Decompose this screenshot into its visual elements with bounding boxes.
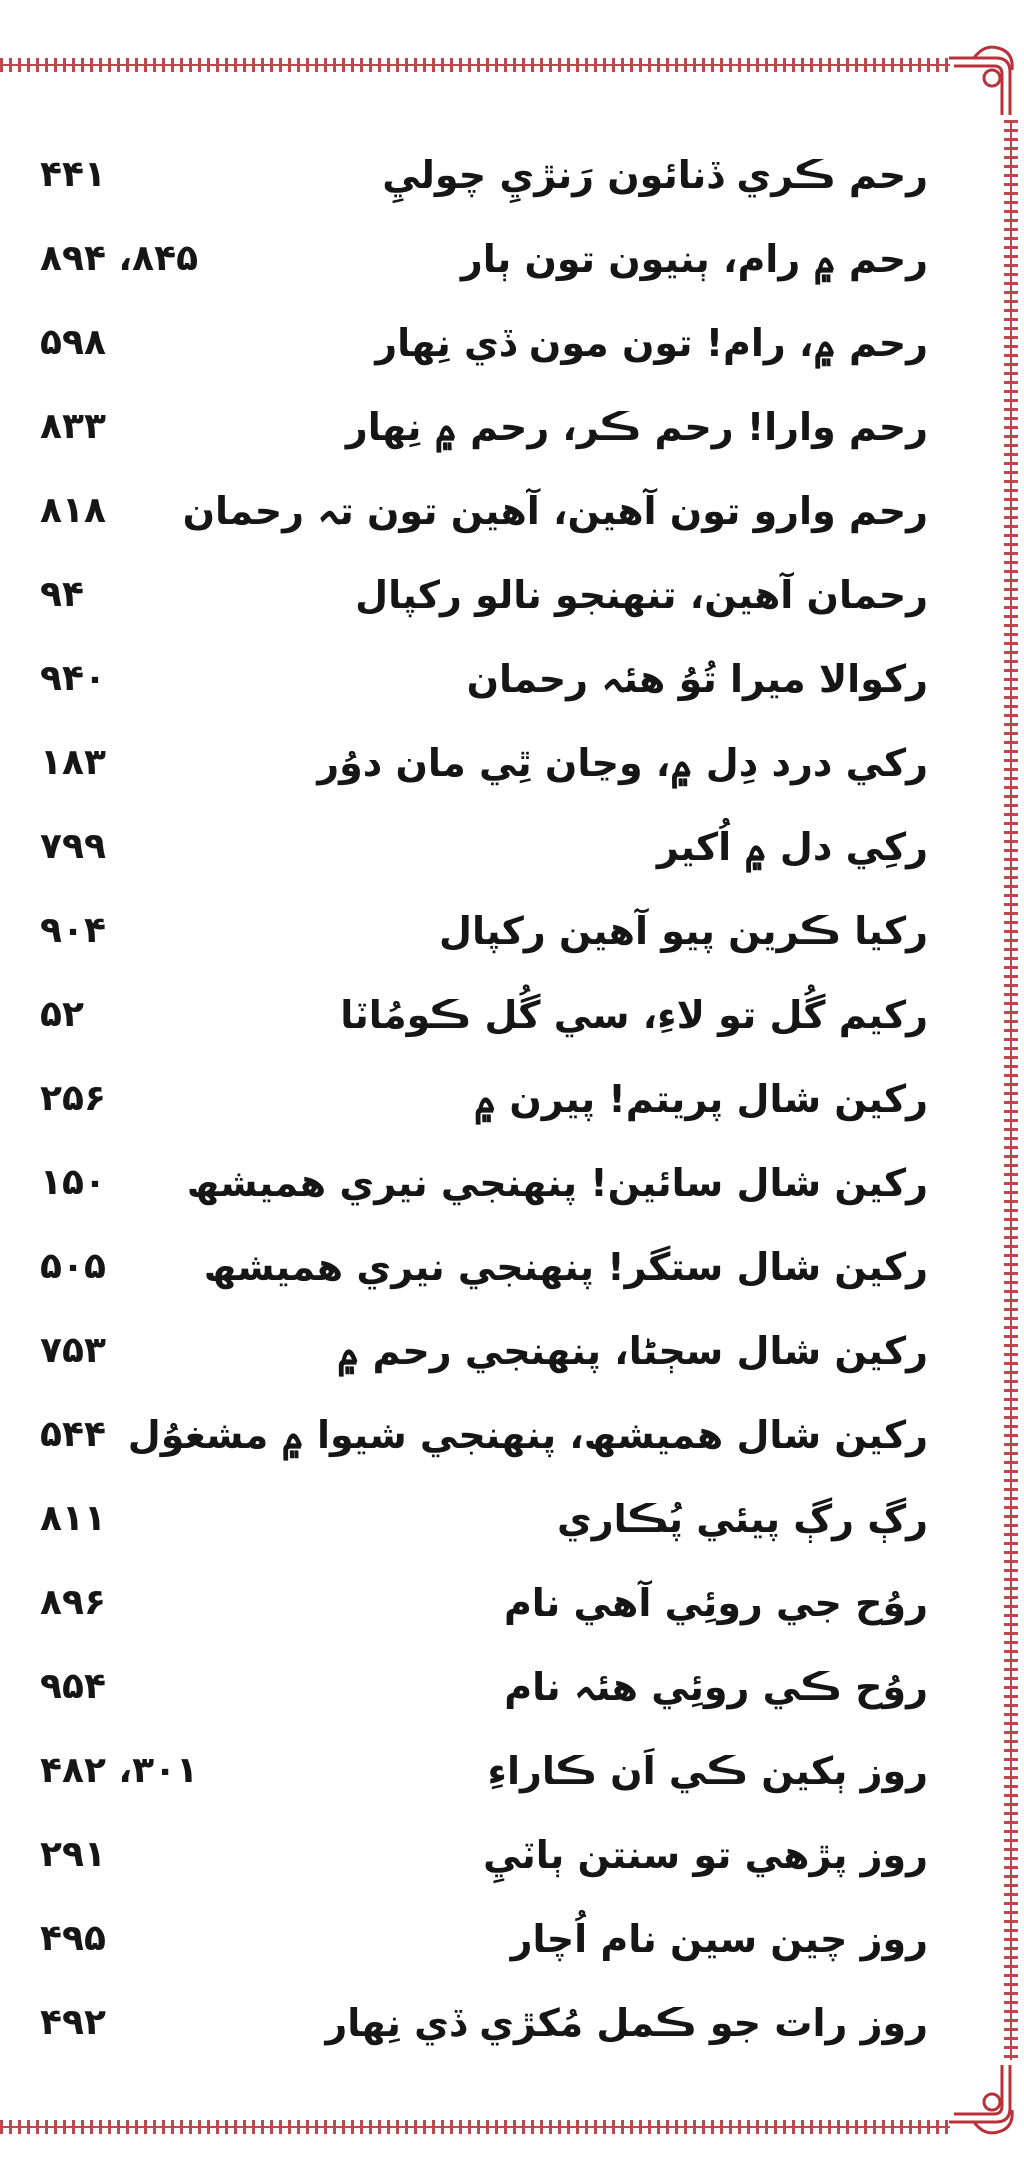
entry-page-numbers: ۸۱۸ [40,490,106,531]
list-item [0,1904,1024,1984]
entry-title: رحم ۾، رام! تون مون ڏي نِهار [375,321,928,365]
entry-title: رکيا ڪرين پيو آهين رکپال [439,909,928,953]
list-item [0,476,1024,556]
list-item [0,140,1024,220]
entry-page-numbers: ۸۹۶ [40,1582,106,1623]
list-item [0,728,1024,808]
list-item [0,308,1024,388]
entry-page-numbers: ۷۹۹ [40,826,106,867]
entry-title: رکين شال سڄڻا، پنهنجي رحم ۾ [337,1329,928,1373]
entry-page-numbers: ۲۵۶ [40,1078,106,1119]
list-item [0,1064,1024,1144]
entry-page-numbers: ۵۰۵ [40,1246,106,1287]
list-item [0,812,1024,892]
entry-title: رحم وارو تون آهين، آهين تون تہ رحمان [182,489,928,533]
list-item [0,1652,1024,1732]
entry-page-numbers: ۹۵۴ [40,1666,106,1707]
list-item [0,1148,1024,1228]
entry-page-numbers: ۴۹۵ [40,1918,106,1959]
list-item [0,560,1024,640]
entry-title: روز ٻکين ڪي اَن ڪاراءِ [487,1749,928,1793]
entry-page-numbers: ۷۵۳ [40,1330,106,1371]
list-item [0,224,1024,304]
entry-title: رکين شال سائين! پنهنجي نيري هميشھ [186,1161,928,1205]
list-item [0,1316,1024,1396]
entry-title: روُح ڪي روئِي هئہ نام [504,1665,928,1709]
list-item [0,1232,1024,1312]
entry-title: رحمان آهين، تنهنجو نالو رکپال [355,573,928,617]
entry-title: رکيم گُل تو لاءِ، سي گُل ڪومُاٽا [340,993,928,1037]
entry-page-numbers: ۸۳۳ [40,406,106,447]
entry-page-numbers: ۵۹۸ [40,322,106,363]
entry-page-numbers: ۳۰۱، ۴۸۲ [40,1750,199,1791]
entry-page-numbers: ۹۰۴ [40,910,106,951]
list-item [0,1568,1024,1648]
top-border-ornament [0,58,950,72]
entry-page-numbers: ۴۹۲ [40,2002,106,2043]
entry-title: رکوالا ميرا تُوُ هئہ رحمان [466,657,928,701]
bottom-border-ornament [0,2120,950,2134]
entry-page-numbers: ۸۴۵، ۸۹۴ [40,238,199,279]
list-item [0,392,1024,472]
entry-title: روز پڙهي تو سنتن ٻاٽيِ [483,1833,928,1877]
entry-page-numbers: ۵۴۴ [40,1414,106,1455]
entry-title: رکِي دل ۾ اُکير [656,825,928,869]
entry-title: رکي درد دِل ۾، وڃان ٿِي مان دوُر [317,741,928,785]
entry-title: رحم وارا! رحم ڪر، رحم ۾ نِهار [345,405,928,449]
entry-page-numbers: ۱۸۳ [40,742,106,783]
entry-title: روز چين سين نام اُچار [510,1917,928,1961]
entry-page-numbers: ۲۹۱ [40,1834,106,1875]
entry-page-numbers: ۱۵۰ [40,1162,106,1203]
entry-page-numbers: ۹۴ [40,574,84,615]
list-item [0,1400,1024,1480]
entry-title: رحم ۾ رام، ٻنيون تون ٻار [460,237,928,281]
entry-title: رڳ رڳ پيئي پُڪاري [556,1497,928,1541]
list-item [0,1988,1024,2068]
entry-title: روز رات جو ڪمل مُکڙي ڏي نِهار [325,2001,928,2045]
list-item [0,980,1024,1060]
entry-page-numbers: ۹۴۰ [40,658,106,699]
list-item [0,1820,1024,1900]
list-item [0,1484,1024,1564]
entry-title: روُح جي روئِي آهي نام [503,1581,928,1625]
list-item [0,896,1024,976]
entry-title: رکين شال ستگر! پنهنجي نيري هميشھ [203,1245,928,1289]
entry-page-numbers: ۸۱۱ [40,1498,106,1539]
entry-page-numbers: ۴۴۱ [40,154,106,195]
entry-title: رکين شال پريتم! پيرن ۾ [473,1077,928,1121]
corner-ornament-icon [944,40,1024,120]
list-item [0,644,1024,724]
entry-page-numbers: ۵۲ [40,994,84,1035]
corner-ornament-icon [944,2060,1024,2140]
entry-title: رحم ڪري ڏنائون رَنڙيِ چوليِ [382,153,928,197]
entry-title: رکين شال هميشھ، پنهنجي شيوا ۾ مشغوُل [127,1413,928,1457]
list-item [0,1736,1024,1816]
